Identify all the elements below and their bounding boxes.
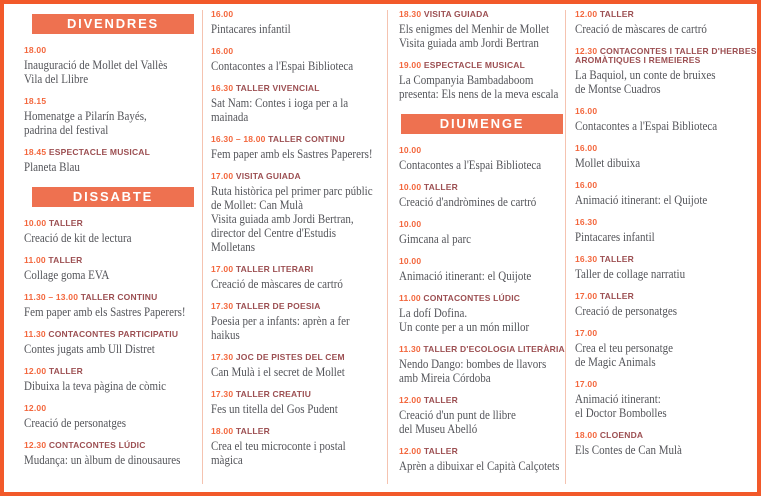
event-meta: [575, 10, 760, 19]
event-meta: [211, 353, 387, 362]
event-time: 16.30: [211, 83, 234, 93]
event-meta: [211, 47, 387, 56]
event-time: 16.30 – 18.00: [211, 134, 266, 144]
event-category: TALLER: [599, 254, 634, 264]
event-meta: [399, 396, 565, 405]
event: [211, 390, 387, 416]
event: [575, 47, 760, 96]
event-category: JOC DE PISTES DEL CEM: [235, 352, 345, 362]
event-category: TALLER CREATIU: [235, 389, 312, 399]
event-line: Creació de kit de lectura: [24, 231, 132, 245]
event-line: Un conte per a un món millor: [399, 320, 530, 334]
event-line: Inauguració de Mollet del Vallès: [24, 58, 168, 72]
event-meta: [575, 431, 760, 440]
event-time: 12.00: [399, 395, 422, 405]
event: [399, 146, 565, 172]
event-line: Sat Nam: Contes i ioga per a la: [211, 96, 349, 110]
event-category: VISITA GUIADA: [423, 9, 489, 19]
event-category: TALLER: [423, 182, 458, 192]
event-line: Creació de màscares de cartró: [211, 277, 343, 291]
event-category: TALLER VIVENCIAL: [235, 83, 320, 93]
event-meta: [24, 367, 202, 376]
event: [399, 220, 565, 246]
event: [399, 61, 565, 101]
event: [24, 330, 202, 356]
event-time: 16.00: [211, 9, 234, 19]
event-time: 12.00: [24, 403, 47, 413]
event-meta: [211, 390, 387, 399]
event-time: 16.00: [575, 143, 598, 153]
event-meta: [575, 218, 760, 227]
event: [399, 396, 565, 436]
event-time: 10.00: [399, 182, 422, 192]
event-category: CLOENDA: [599, 430, 644, 440]
event-line: La Companyia Bambadaboom: [399, 73, 534, 87]
event-meta: [575, 47, 760, 65]
event-meta: [211, 10, 387, 19]
event-line: el Doctor Bombolles: [575, 406, 667, 420]
event-line: Aprèn a dibuixar el Capità Calçotets: [399, 459, 560, 473]
schedule-column-4: [566, 10, 760, 484]
event-line: del Museu Abelló: [399, 422, 478, 436]
event: [24, 367, 202, 393]
event-category: ESPECTACLE MUSICAL: [423, 60, 526, 70]
event-line: Creació d'un punt de llibre: [399, 408, 516, 422]
event-time: 18.15: [24, 96, 47, 106]
event: [211, 47, 387, 73]
event-line: Nendo Dango: bombes de llavors: [399, 357, 547, 371]
event-category: CONTACONTES LÚDIC: [423, 293, 521, 303]
event-line: Els enigmes del Menhir de Mollet: [399, 22, 549, 36]
event-line: de Mollet: Can Mulà: [211, 198, 303, 212]
event-line: Pintacares infantil: [575, 230, 655, 244]
event-time: 19.00: [399, 60, 422, 70]
event-line: Fem paper amb els Sastres Paperers!: [211, 147, 373, 161]
event-time: 12.30: [575, 46, 598, 56]
event-line: Visita guiada amb Jordi Bertran: [399, 36, 539, 50]
event-time: 17.00: [211, 264, 234, 274]
event-line: Mollet dibuixa: [575, 156, 641, 170]
event-line: mainada: [211, 110, 249, 124]
event-meta: [575, 380, 760, 389]
event: [24, 97, 202, 137]
event-meta: [575, 292, 760, 301]
event-time: 17.00: [575, 328, 598, 338]
event-meta: [24, 293, 202, 302]
event-line: Creació d'andròmines de cartró: [399, 195, 537, 209]
event-line: Collage goma EVA: [24, 268, 110, 282]
event-meta: [211, 302, 387, 311]
event-time: 18.00: [24, 45, 47, 55]
event-meta: [575, 255, 760, 264]
event-meta: [399, 447, 565, 456]
day-header: DIVENDRES: [32, 14, 194, 34]
event-meta: [211, 172, 387, 181]
event-category: TALLER: [235, 426, 270, 436]
event: [575, 107, 760, 133]
schedule-column-1: [24, 10, 203, 484]
event-line: Contacontes a l'Espai Biblioteca: [211, 59, 354, 73]
event-time: 16.30: [575, 254, 598, 264]
event-category: CONTACONTES PARTICIPATIU: [48, 329, 179, 339]
event-time: 18.00: [575, 430, 598, 440]
event-line: Animació itinerant: el Quijote: [399, 269, 532, 283]
event-line: Molletans: [211, 240, 255, 254]
event-line: Els Contes de Can Mulà: [575, 443, 682, 457]
event: [211, 302, 387, 342]
event: [575, 380, 760, 420]
event-time: 10.00: [399, 219, 422, 229]
event-time: 17.30: [211, 352, 234, 362]
event-time: 12.30: [24, 440, 47, 450]
schedule: [24, 10, 760, 484]
event-category: TALLER: [48, 366, 83, 376]
event-line: Fes un titella del Gos Pudent: [211, 402, 338, 416]
event: [24, 293, 202, 319]
event-meta: [211, 427, 387, 436]
event: [575, 431, 760, 457]
event-meta: [399, 345, 565, 354]
event: [24, 46, 202, 86]
event-line: màgica: [211, 453, 243, 467]
event: [211, 353, 387, 379]
event: [399, 257, 565, 283]
event-line: padrina del festival: [24, 123, 109, 137]
event: [575, 181, 760, 207]
event-time: 12.00: [575, 9, 598, 19]
event-time: 11.30: [399, 344, 421, 354]
event-line: Can Mulà i el secret de Mollet: [211, 365, 345, 379]
event-line: Visita guiada amb Jordi Bertran,: [211, 212, 354, 226]
event-category: CONTACONTES I TALLER D'HERBES AROMÀTIQUES I REMEIERES: [575, 46, 757, 65]
event-time: 17.00: [575, 291, 598, 301]
event-category: TALLER D'ECOLOGIA LITERÀRIA: [423, 344, 565, 354]
event-line: Animació itinerant: el Quijote: [575, 193, 708, 207]
event: [211, 135, 387, 161]
event-time: 18.45: [24, 147, 47, 157]
schedule-column-3: [388, 10, 566, 484]
event-time: 16.00: [575, 180, 598, 190]
event-time: 10.00: [399, 145, 422, 155]
event-category: TALLER: [599, 9, 634, 19]
event-meta: [24, 148, 202, 157]
event-time: 10.00: [399, 256, 422, 266]
event: [575, 329, 760, 369]
event-category: TALLER: [48, 255, 83, 265]
event-line: haikus: [211, 328, 240, 342]
event-meta: [24, 219, 202, 228]
event-time: 11.30: [24, 329, 46, 339]
event: [211, 84, 387, 124]
event: [399, 183, 565, 209]
event-line: amb Mireia Córdoba: [399, 371, 491, 385]
event: [211, 265, 387, 291]
event-time: 12.00: [399, 446, 422, 456]
event-meta: [399, 220, 565, 229]
event-line: Contes jugats amb Ull Distret: [24, 342, 155, 356]
event-time: 17.00: [211, 171, 234, 181]
event-category: TALLER: [48, 218, 83, 228]
event-line: Pintacares infantil: [211, 22, 291, 36]
event: [399, 345, 565, 385]
event-meta: [399, 61, 565, 70]
event-category: TALLER: [423, 395, 458, 405]
event-time: 11.30 – 13.00: [24, 292, 79, 302]
event-time: 12.00: [24, 366, 47, 376]
event-line: Poesia per a infants: aprèn a fer: [211, 314, 350, 328]
event-category: TALLER CONTINU: [268, 134, 345, 144]
event-category: ESPECTACLE MUSICAL: [48, 147, 151, 157]
event: [575, 218, 760, 244]
event-line: Gimcana al parc: [399, 232, 472, 246]
event: [24, 404, 202, 430]
event-meta: [24, 46, 202, 55]
event-line: Creació de personatges: [575, 304, 678, 318]
day-header: DIUMENGE: [401, 114, 563, 134]
event-line: Fem paper amb els Sastres Paperers!: [24, 305, 186, 319]
event-line: director del Centre d'Estudis: [211, 226, 337, 240]
event-line: Homenatge a Pilarín Bayés,: [24, 109, 147, 123]
event: [24, 256, 202, 282]
event-meta: [24, 404, 202, 413]
event-line: La Baquiol, un conte de bruixes: [575, 68, 716, 82]
event-line: Planeta Blau: [24, 160, 80, 174]
event-meta: [211, 265, 387, 274]
event-meta: [575, 144, 760, 153]
event: [575, 292, 760, 318]
event-time: 17.30: [211, 389, 234, 399]
event-time: 18.30: [399, 9, 422, 19]
event-meta: [24, 330, 202, 339]
event-line: Ruta històrica pel primer parc públic: [211, 184, 373, 198]
event: [24, 148, 202, 174]
event-time: 18.00: [211, 426, 234, 436]
event-meta: [399, 257, 565, 266]
event: [24, 441, 202, 467]
event-line: Mudança: un àlbum de dinousaures: [24, 453, 181, 467]
event-meta: [399, 146, 565, 155]
event-line: Contacontes a l'Espai Biblioteca: [575, 119, 718, 133]
event-line: Taller de collage narratiu: [575, 267, 686, 281]
event-time: 11.00: [24, 255, 46, 265]
event: [399, 10, 565, 50]
event-meta: [211, 84, 387, 93]
event-time: 17.00: [575, 379, 598, 389]
event: [399, 447, 565, 473]
event-meta: [575, 329, 760, 338]
event-meta: [575, 107, 760, 116]
event-line: Creació de personatges: [24, 416, 127, 430]
event-meta: [575, 181, 760, 190]
event-meta: [24, 256, 202, 265]
event-category: TALLER: [599, 291, 634, 301]
event-time: 16.00: [575, 106, 598, 116]
event-line: de Magic Animals: [575, 355, 656, 369]
event-line: Animació itinerant:: [575, 392, 661, 406]
event-line: La dofí Dofina.: [399, 306, 468, 320]
event-line: presenta: Els nens de la meva escala: [399, 87, 559, 101]
event-meta: [211, 135, 387, 144]
event-time: 16.00: [211, 46, 234, 56]
event-time: 10.00: [24, 218, 47, 228]
event-category: TALLER LITERARI: [235, 264, 314, 274]
event-line: de Montse Cuadros: [575, 82, 661, 96]
event-line: Vila del Llibre: [24, 72, 89, 86]
event-time: 11.00: [399, 293, 421, 303]
event-category: TALLER: [423, 446, 458, 456]
event-meta: [399, 294, 565, 303]
event-meta: [399, 183, 565, 192]
event-category: TALLER DE POESIA: [235, 301, 321, 311]
event: [399, 294, 565, 334]
event-line: Contacontes a l'Espai Biblioteca: [399, 158, 542, 172]
event-line: Creació de màscares de cartró: [575, 22, 707, 36]
schedule-column-2: [203, 10, 388, 484]
event: [211, 172, 387, 254]
event-line: Crea el teu personatge: [575, 341, 674, 355]
event: [575, 255, 760, 281]
event-meta: [24, 441, 202, 450]
event: [575, 144, 760, 170]
event: [211, 10, 387, 36]
event-category: CONTACONTES LÚDIC: [48, 440, 146, 450]
event-meta: [24, 97, 202, 106]
event-time: 17.30: [211, 301, 234, 311]
day-header: DISSABTE: [32, 187, 194, 207]
event-line: Crea el teu microconte i postal: [211, 439, 346, 453]
event-line: Dibuixa la teva pàgina de còmic: [24, 379, 167, 393]
event-category: VISITA GUIADA: [235, 171, 301, 181]
event: [211, 427, 387, 467]
event: [575, 10, 760, 36]
event-category: TALLER CONTINU: [80, 292, 158, 302]
event-time: 16.30: [575, 217, 598, 227]
event: [24, 219, 202, 245]
event-meta: [399, 10, 565, 19]
